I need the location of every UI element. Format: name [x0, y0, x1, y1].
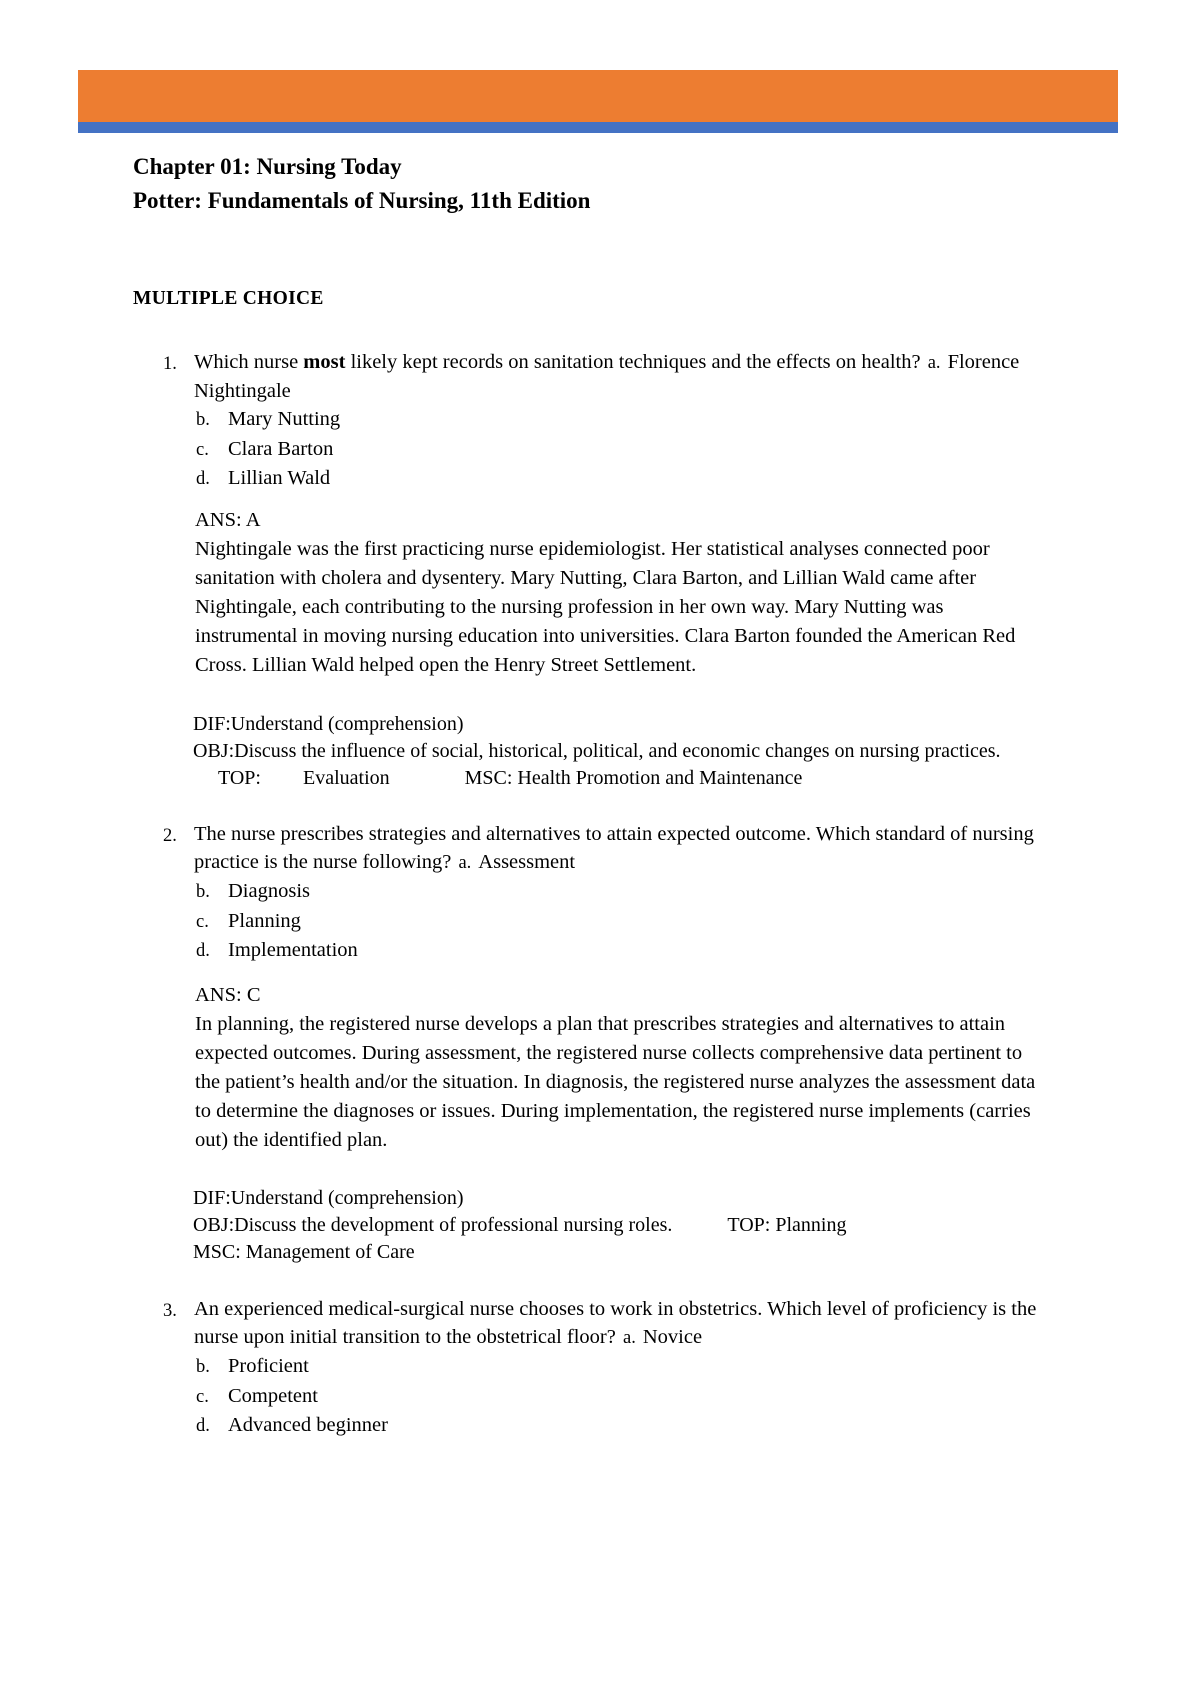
- question-1-meta-block: [193, 711, 1093, 792]
- option-letter: b.: [196, 882, 210, 902]
- option-text: Lillian Wald: [228, 467, 331, 489]
- option-text: Competent: [228, 1384, 318, 1407]
- option-a-marker: a.: [623, 1328, 636, 1348]
- rationale-text: In planning, the registered nurse develops a plan that prescribes strategies and alternatives to attain expected outcomes. During assessment, the registered nurse collects comprehensive data pertinent to the patient’s health and/or the situation. In diagnosis, the registered nurse analyzes the assessment data to determine the diagnoses or issues. During implementation, the registered nurse implements (carries out) the identified plan.: [195, 1013, 1036, 1151]
- question-1: [163, 348, 1063, 494]
- question-2-answer-block: [195, 981, 1048, 1155]
- option-row-b: [196, 1352, 1063, 1382]
- option-a-marker: a.: [927, 353, 941, 373]
- stem-text-rest: likely kept records on sanitation techniques and the effects on health?: [345, 351, 926, 373]
- stem-text: Which nurse: [194, 351, 304, 373]
- option-letter: b.: [196, 410, 210, 430]
- option-row-d: [196, 936, 1063, 966]
- meta-msc-value: MSC: Health Promotion and Maintenance: [464, 767, 803, 789]
- question-number: 2.: [163, 826, 177, 846]
- document-title-line-2: Potter: Fundamentals of Nursing, 11th Edition: [133, 187, 591, 213]
- meta-top-value: TOP: Planning: [727, 1214, 847, 1236]
- option-a-text: Novice: [642, 1326, 703, 1348]
- meta-top-label: TOP:: [218, 767, 261, 789]
- question-1-answer-block: [195, 506, 1048, 680]
- meta-top-value: Evaluation: [302, 767, 390, 789]
- option-row-d: [196, 464, 1063, 494]
- option-letter: c.: [196, 911, 209, 932]
- option-row-b: [196, 405, 1063, 435]
- meta-obj-line: OBJ:Discuss the influence of social, historical, political, and economic changes on nursing practices.: [193, 740, 1001, 762]
- section-heading: MULTIPLE CHOICE: [133, 288, 324, 309]
- option-row-c: [196, 1382, 1063, 1412]
- meta-msc-line: MSC: Management of Care: [193, 1241, 415, 1263]
- question-stem: [194, 348, 1045, 405]
- option-row-b: [196, 877, 1063, 907]
- stem-bold-text: most: [303, 351, 346, 373]
- option-letter: d.: [196, 469, 210, 489]
- option-a-marker: a.: [458, 853, 472, 873]
- question-3: [163, 1295, 1063, 1441]
- meta-dif-line: DIF:Understand (comprehension): [193, 1187, 464, 1209]
- meta-dif-line: DIF:Understand (comprehension): [193, 713, 464, 735]
- answer-line: ANS: A: [195, 509, 261, 531]
- option-text: Advanced beginner: [228, 1414, 388, 1436]
- meta-obj-line: [193, 1212, 1093, 1239]
- header-blue-stripe: [78, 122, 1118, 133]
- option-row-c: [196, 435, 1063, 465]
- option-a-text: Florence Nightingale: [194, 351, 1020, 402]
- option-text: Implementation: [228, 939, 358, 961]
- meta-top-line: [193, 765, 1093, 792]
- question-2-meta-block: [193, 1185, 1093, 1266]
- question-number: 1.: [163, 354, 177, 374]
- question-2-stem-row: [163, 820, 1063, 877]
- option-text: Diagnosis: [228, 880, 310, 902]
- answer-line: ANS: C: [195, 984, 261, 1006]
- stem-text: An experienced medical-surgical nurse chooses to work in obstetrics. Which level of proficiency is the nurse upon initial transition to the obstetrical floor?: [194, 1298, 1037, 1348]
- option-a-text: Assessment: [478, 851, 576, 873]
- option-text: Clara Barton: [228, 437, 334, 460]
- document-title: [133, 150, 590, 217]
- option-text: Planning: [228, 909, 301, 932]
- question-3-stem-row: [163, 1295, 1063, 1352]
- option-row-c: [196, 907, 1063, 937]
- document-title-line-1: Chapter 01: Nursing Today: [133, 154, 402, 179]
- option-letter: d.: [196, 941, 210, 961]
- question-stem: [194, 1295, 1045, 1352]
- stem-text: The nurse prescribes strategies and alternatives to attain expected outcome. Which standard of nursing practice is the nurse following?: [194, 823, 1034, 873]
- option-letter: c.: [196, 1386, 209, 1407]
- option-row-d: [196, 1411, 1063, 1441]
- question-number: 3.: [163, 1301, 177, 1321]
- header-orange-bar: [78, 70, 1118, 122]
- option-letter: d.: [196, 1416, 210, 1436]
- rationale-text: Nightingale was the first practicing nurse epidemiologist. Her statistical analyses connected poor sanitation with cholera and dysentery. Mary Nutting, Clara Barton, and Lillian Wald came after Nightingale, each contributing to the nursing profession in her own way. Mary Nutting was instrumental in moving nursing education into universities. Clara Barton founded the American Red Cross. Lillian Wald helped open the Henry Street Settlement.: [195, 538, 1016, 676]
- option-text: Proficient: [228, 1355, 309, 1377]
- meta-obj-value: OBJ:Discuss the development of professional nursing roles.: [193, 1214, 673, 1236]
- question-1-stem-row: [163, 348, 1063, 405]
- question-2: [163, 820, 1063, 966]
- option-letter: c.: [196, 439, 209, 460]
- option-letter: b.: [196, 1357, 210, 1377]
- question-stem: [194, 820, 1045, 877]
- option-text: Mary Nutting: [228, 408, 341, 430]
